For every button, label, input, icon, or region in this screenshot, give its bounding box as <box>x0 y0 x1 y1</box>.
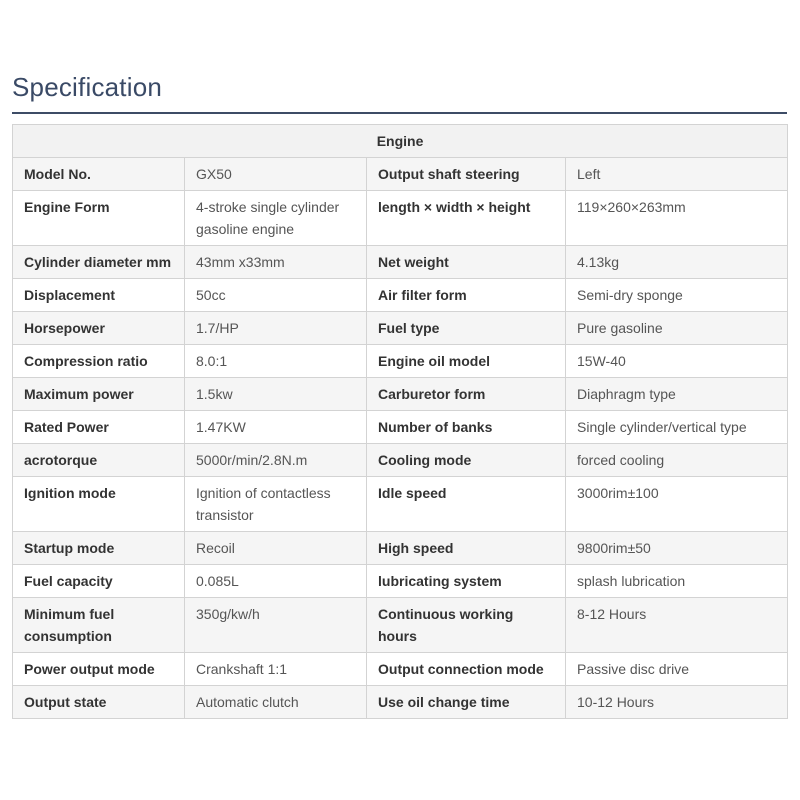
table-row <box>13 444 788 477</box>
table-row <box>13 246 788 279</box>
spec-value: Diaphragm type <box>566 378 788 411</box>
spec-value: 1.47KW <box>185 411 367 444</box>
table-row <box>13 686 788 719</box>
spec-value: 3000rim±100 <box>566 477 788 532</box>
spec-value: 350g/kw/h <box>185 598 367 653</box>
spec-label: Displacement <box>13 279 185 312</box>
spec-label: Model No. <box>13 158 185 191</box>
spec-value: 119×260×263mm <box>566 191 788 246</box>
section-header-engine: Engine <box>13 125 788 158</box>
table-header-row <box>13 125 788 158</box>
spec-value: Ignition of contactless transistor <box>185 477 367 532</box>
page-title: Specification <box>12 72 163 102</box>
spec-value: Semi-dry sponge <box>566 279 788 312</box>
spec-value: 4-stroke single cylinder gasoline engine <box>185 191 367 246</box>
spec-label: Net weight <box>367 246 566 279</box>
spec-value: GX50 <box>185 158 367 191</box>
spec-value: forced cooling <box>566 444 788 477</box>
spec-label: length × width × height <box>367 191 566 246</box>
spec-label: Air filter form <box>367 279 566 312</box>
spec-label: Startup mode <box>13 532 185 565</box>
spec-value: Pure gasoline <box>566 312 788 345</box>
table-row <box>13 158 788 191</box>
spec-value: Single cylinder/vertical type <box>566 411 788 444</box>
spec-value: 5000r/min/2.8N.m <box>185 444 367 477</box>
spec-value: 43mm x33mm <box>185 246 367 279</box>
table-row <box>13 653 788 686</box>
spec-value: Crankshaft 1:1 <box>185 653 367 686</box>
spec-label: Output connection mode <box>367 653 566 686</box>
spec-value: 4.13kg <box>566 246 788 279</box>
spec-value: 9800rim±50 <box>566 532 788 565</box>
spec-label: Use oil change time <box>367 686 566 719</box>
spec-label: Compression ratio <box>13 345 185 378</box>
spec-label: Cooling mode <box>367 444 566 477</box>
table-row <box>13 532 788 565</box>
spec-value: Passive disc drive <box>566 653 788 686</box>
table-row <box>13 345 788 378</box>
spec-label: acrotorque <box>13 444 185 477</box>
spec-label: Fuel capacity <box>13 565 185 598</box>
spec-label: Power output mode <box>13 653 185 686</box>
table-row <box>13 565 788 598</box>
spec-label: Number of banks <box>367 411 566 444</box>
spec-value: 15W-40 <box>566 345 788 378</box>
spec-label: Ignition mode <box>13 477 185 532</box>
table-row <box>13 312 788 345</box>
spec-table <box>12 124 788 719</box>
spec-label: Carburetor form <box>367 378 566 411</box>
spec-value: splash lubrication <box>566 565 788 598</box>
spec-value: Left <box>566 158 788 191</box>
spec-value: 8-12 Hours <box>566 598 788 653</box>
title-divider <box>12 112 787 114</box>
spec-value: Recoil <box>185 532 367 565</box>
spec-label: Horsepower <box>13 312 185 345</box>
spec-label: Engine Form <box>13 191 185 246</box>
spec-value: 50cc <box>185 279 367 312</box>
spec-label: Fuel type <box>367 312 566 345</box>
table-row <box>13 378 788 411</box>
spec-label: Output state <box>13 686 185 719</box>
table-row <box>13 477 788 532</box>
spec-value: 8.0:1 <box>185 345 367 378</box>
table-row <box>13 279 788 312</box>
spec-label: Idle speed <box>367 477 566 532</box>
spec-label: Output shaft steering <box>367 158 566 191</box>
table-row <box>13 598 788 653</box>
spec-label: Cylinder diameter mm <box>13 246 185 279</box>
table-row <box>13 191 788 246</box>
spec-label: lubricating system <box>367 565 566 598</box>
spec-rows <box>13 158 788 719</box>
spec-value: 0.085L <box>185 565 367 598</box>
spec-label: Minimum fuel consumption <box>13 598 185 653</box>
spec-label: High speed <box>367 532 566 565</box>
table-row <box>13 411 788 444</box>
spec-value: Automatic clutch <box>185 686 367 719</box>
spec-label: Continuous working hours <box>367 598 566 653</box>
spec-label: Rated Power <box>13 411 185 444</box>
spec-value: 1.7/HP <box>185 312 367 345</box>
spec-label: Maximum power <box>13 378 185 411</box>
spec-label: Engine oil model <box>367 345 566 378</box>
spec-value: 1.5kw <box>185 378 367 411</box>
spec-value: 10-12 Hours <box>566 686 788 719</box>
